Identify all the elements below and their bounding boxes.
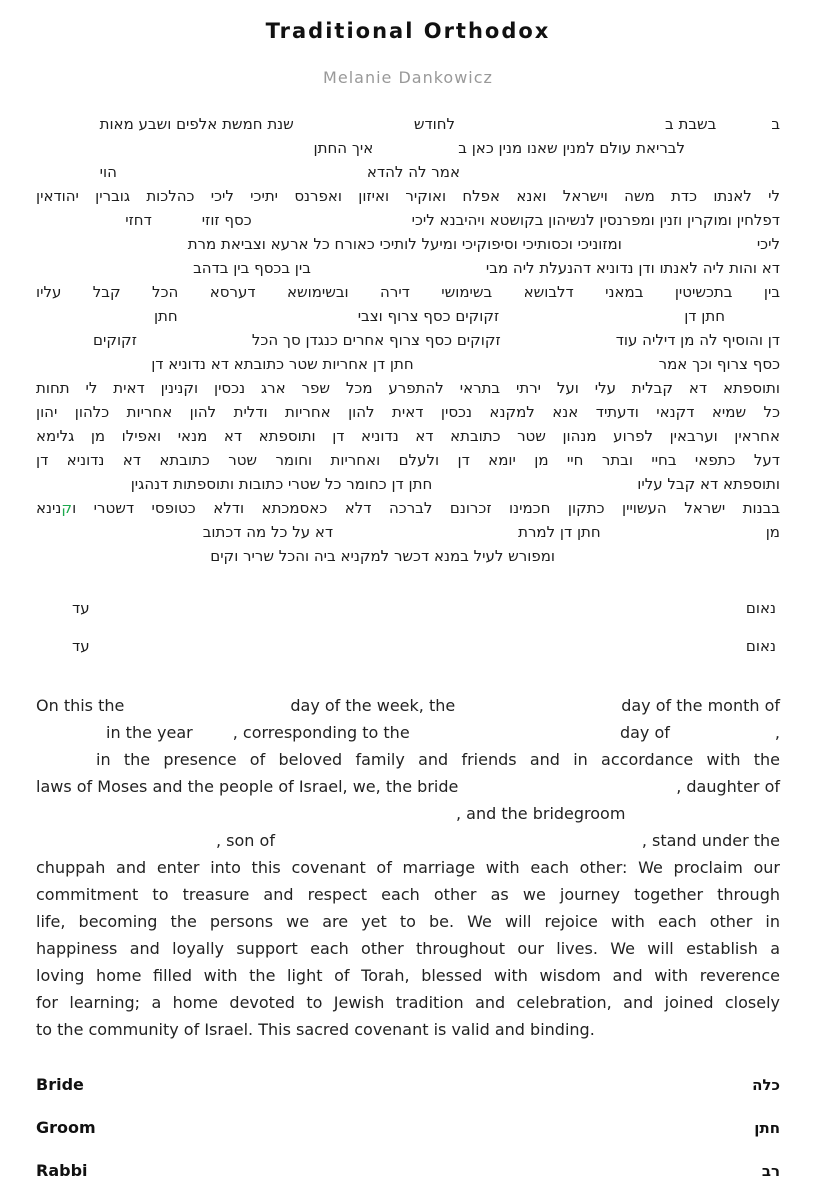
hebrew-line [36,448,780,472]
text-segment: day of the month of [621,696,781,715]
text-segment: ומפורש לעיל במנא דכשר למקניא ביה והכל שריר וקים [210,547,555,565]
text-segment: חתן דן אחריות שטר כתובתא דא נדוניא דן [151,355,414,373]
text-segment: דחזי [125,211,152,229]
hebrew-line [36,328,780,352]
text-segment: in the year [106,723,193,742]
text-segment: דן והוסיף לה מן דיליה עוד [615,331,780,349]
text-segment: day of [619,723,670,742]
text-segment: laws of Moses and the people of Israel, we, the bride [36,777,459,796]
text-segment: דפלחין ומוקרין וזנין ומפרנסין לנשיהון בקושטא ויהיבנא ליכי [411,211,780,229]
witness-row [36,634,780,658]
english-line [36,908,780,935]
text-segment: day of the week, the [290,696,456,715]
text-segment: to the community of Israel. This sacred covenant is valid and binding. [36,1020,595,1039]
english-line [36,935,780,962]
hebrew-text-section [36,112,780,568]
hebrew-line [36,544,780,568]
text-segment: איך החתן [313,139,374,157]
signature-row-groom [36,1116,780,1140]
english-line [36,1016,780,1043]
hebrew-line [36,400,780,424]
text-segment: הוי [99,163,117,181]
english-line [36,773,780,800]
english-line [36,746,780,773]
hebrew-line [36,424,780,448]
text-segment: חתן דן למרת [518,523,601,541]
text-segment: כסף זוזי [201,211,252,229]
english-line [36,692,780,719]
hebrew-line [36,496,780,520]
text-segment: לחודש [413,115,456,133]
english-line [36,989,780,1016]
text-segment: אמר לה להדא [366,163,460,181]
witness-label: עד [72,637,90,655]
rabbi-hebrew-label: רב [761,1162,780,1180]
text-segment: לבריאת עולם למנין שאנו מנין כאן ב [458,139,685,157]
rabbi-signature-label: Rabbi [36,1161,88,1180]
text-segment: כל שמיא דקנאי ודעתיד אנא למקנא נכסין דאית להון אחריות ודלית להון אחריות כלהון יהון [36,403,780,421]
text-segment: ליכי [756,235,780,253]
text-segment: commitment to treasure and respect each other as we journey together through [36,885,780,904]
text-segment: in the presence of beloved family and friends and in accordance with the [96,750,780,769]
witness-label: עד [72,599,90,617]
hebrew-line [36,280,780,304]
text-segment: בשבת ב [665,115,717,133]
text-segment: חתן דן [684,307,725,325]
text-segment: , and the bridegroom [456,804,626,823]
text-segment: ומזוניכי וכסותיכי וסיפוקיכי ומיעל לותיכי כאורח כל ארעא וצביאת מרת [187,235,622,253]
english-line [36,854,780,881]
text-segment: זקוקים [93,331,137,349]
hebrew-line [36,376,780,400]
text-segment: loving home filled with the light of Torah, blessed with wisdom and with reverence [36,966,780,985]
hebrew-line [36,136,780,160]
english-line [36,962,780,989]
text-segment: בין בכסף בין בדהב [193,259,311,277]
text-segment: דא על כל מה דכתוב [202,523,334,541]
text-segment: ק [61,499,73,517]
text-segment: life, becoming the persons we are yet to be. We will rejoice with each other in [36,912,780,931]
witness-declared-by-label: נאום [745,637,776,655]
bride-signature-label: Bride [36,1075,84,1094]
document-title: Traditional Orthodox [265,19,551,43]
text-segment: זקוקים כסף צרוף וצבי [357,307,500,325]
witness-declared-by-label: נאום [745,599,776,617]
groom-hebrew-label: חתן [754,1119,780,1137]
witness-row [36,596,780,620]
text-segment: , [774,723,780,742]
text-segment: ב [771,115,780,133]
english-line [36,827,780,854]
hebrew-line [36,304,780,328]
hebrew-line [36,472,780,496]
english-line [36,881,780,908]
text-segment: זקוקים כסף צרוף אחרים כנגדן סך הכל [251,331,501,349]
text-segment: חתן דן כחומר כל שטרי כתובות ותוספתות דנהגין [130,475,433,493]
hebrew-line [36,352,780,376]
text-segment: , daughter of [676,777,780,796]
text-segment: חתן [153,307,178,325]
text-segment: On this the [36,696,125,715]
english-text-section [36,692,780,1043]
text-segment: מן [765,523,780,541]
hebrew-line [36,208,780,232]
witness-section [36,596,780,658]
text-segment: , corresponding to the [232,723,410,742]
text-segment: chuppah and enter into this covenant of marriage with each other: We proclaim our [36,858,780,877]
text-segment: לי לאנתו כדת משה וישראל ואנא אפלח ואוקיר ואיזון ואפרנס יתיכי ליכי כהלכות גוברין יהודאין [36,187,780,205]
hebrew-line [36,184,780,208]
english-line [36,719,780,746]
text-segment: שנת חמשת אלפים ושבע מאות [99,115,294,133]
text-segment: happiness and loyally support each other throughout our lives. We will establish a [36,939,780,958]
text-segment: , son of [216,831,275,850]
text-segment: בין בתכשיטין במאני דלבושא בשימושי דירה ובשימושא דערסא הכל קבל עליו [36,283,780,301]
groom-signature-label: Groom [36,1118,96,1137]
signature-row-rabbi [36,1159,780,1183]
english-line [36,800,780,827]
text-segment: דעל כתפאי בחיי ובתר חיי מן יומא דן ולעלם ואחריות וחומר שטר כתובתא דא נדוניא דן [36,451,780,469]
text-segment: אחראין וערבאין לפרוע מנהון שטר כתובתא דא נדוניא דן ותוספתא דא מנאי ואפילו מן גלימא [36,427,780,445]
hebrew-line [36,256,780,280]
text-segment: דא והות ליה לאנתו ודן נדוניא דהנעלת ליה מבי [485,259,780,277]
text-segment: ותוספתא דא קבלית עלי ועל ירתי בתראי להתפרע מכל שפר ארג נכסין וקנינין דאית לי תחות [36,379,780,397]
text-segment: נינא [36,499,62,517]
hebrew-line [36,520,780,544]
text-segment: בבנות ישראל העשויין כתקון חכמינו זכרונם לברכה דלא כאסמכתא ודלא כטופסי דשטרי ו [72,499,780,517]
text-segment: , stand under the [641,831,780,850]
bride-hebrew-label: כלה [752,1076,780,1094]
hebrew-line [36,112,780,136]
text-segment: ותוספתא דא קבל עליו [637,475,780,493]
hebrew-line [36,232,780,256]
text-segment: כסף צרוף וכך אמר [658,355,780,373]
artist-name: Melanie Dankowicz [323,68,493,87]
text-segment: for learning; a home devoted to Jewish tradition and celebration, and joined closely [36,993,780,1012]
signature-section [36,1073,780,1183]
signature-row-bride [36,1073,780,1097]
hebrew-line [36,160,780,184]
